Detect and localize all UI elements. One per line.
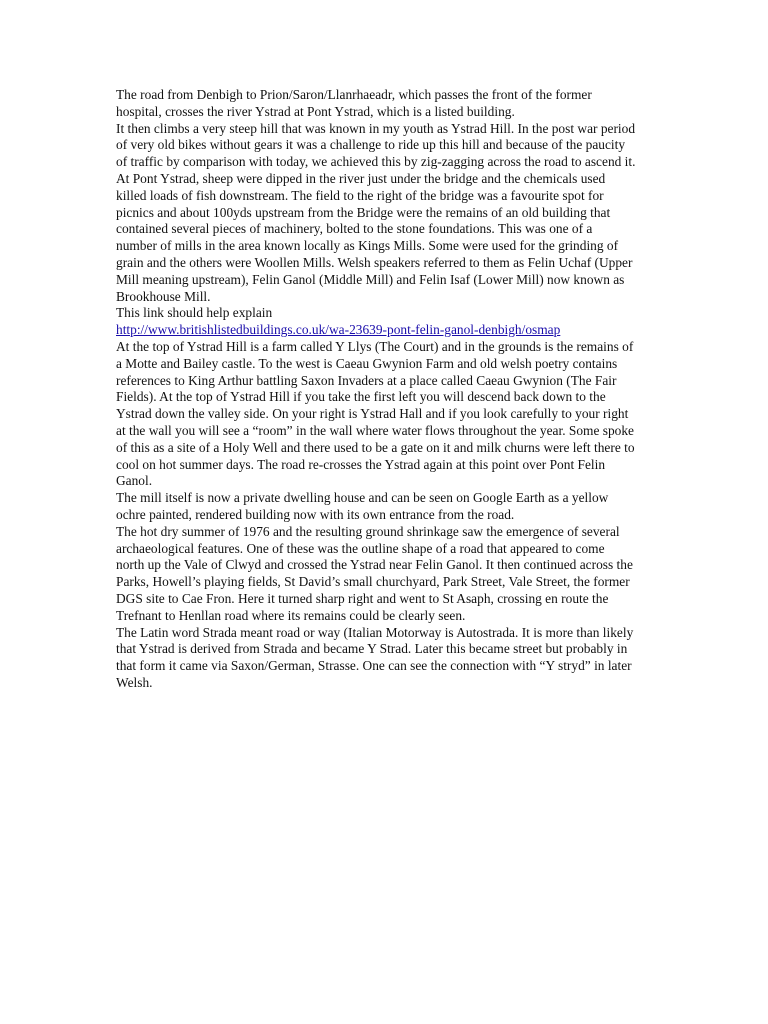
paragraph-mill-dwelling: The mill itself is now a private dwelling house and can be seen on Google Earth as a yellow ochre painted, rendered building now with its own entrance from the road.: [116, 490, 609, 522]
paragraph-road-intro: The road from Denbigh to Prion/Saron/Llanrhaeadr, which passes the front of the former hospital, crosses the river Ystrad at Pont Ystrad, which is a listed building.: [116, 87, 592, 119]
paragraph-summer-1976: The hot dry summer of 1976 and the resulting ground shrinkage saw the emergence of several archaeological features. One of these was the outline shape of a road that appeared to come north up the Vale of Clwyd and crossed the Ystrad near Felin Ganol. It then continued across the Parks, Howell’s playing fields, St David’s small churchyard, Park Street, Vale Street, the former DGS site to Cae Fron. Here it turned sharp right and went to St Asaph, crossing en route the Trefnant to Henllan road where its remains could be clearly seen.: [116, 523, 633, 623]
paragraph-strada: The Latin word Strada meant road or way (Italian Motorway is Autostrada. It is more than likely that Ystrad is derived from Strada and became Y Strad. Later this became street but probably in that form it came via Saxon/German, Strasse. One can see the connection with “Y stryd” in later Welsh.: [116, 624, 634, 690]
paragraph-y-llys: At the top of Ystrad Hill is a farm called Y Llys (The Court) and in the grounds is the remains of a Motte and Bailey castle. To the west is Caeau Gwynion Farm and old welsh poetry contains references to King Arthur battling Saxon Invaders at a place called Caeau Gwynion (The Fair Fields). At the top of Ystrad Hill if you take the first left you will descend back down to the Ystrad down the valley side. On your right is Ystrad Hall and if you look carefully to your right at the wall you will see a “room” in the wall where water flows throughout the year. Some spoke of this as a site of a Holy Well and there used to be a gate on it and milk churns were left there to cool on hot summer days. The road re-crosses the Ystrad again at this point over Pont Felin Ganol.: [116, 338, 635, 489]
link-paragraph: [116, 322, 636, 339]
document-page: [116, 87, 636, 692]
paragraph-ystrad-hill: It then climbs a very steep hill that was known in my youth as Ystrad Hill. In the post war period of very old bikes without gears it was a challenge to ride up this hill and because of the paucity of traffic by comparison with today, we achieved this by zig-zagging across the road to ascend it. At Pont Ystrad, sheep were dipped in the river just under the bridge and the chemicals used killed loads of fish downstream. The field to the right of the bridge was a favourite spot for picnics and about 100yds upstream from the Bridge were the remains of an old building that contained several pieces of machinery, bolted to the stone foundations. This was one of a number of mills in the area known locally as Kings Mills. Some were used for the grinding of grain and the others were Woollen Mills. Welsh speakers referred to them as Felin Uchaf (Upper Mill meaning upstream), Felin Ganol (Middle Mill) and Felin Isaf (Lower Mill) now known as Brookhouse Mill.: [116, 120, 636, 304]
paragraph-link-intro: This link should help explain: [116, 305, 273, 321]
british-listed-buildings-link[interactable]: http://www.britishlistedbuildings.co.uk/wa-23639-pont-felin-ganol-denbigh/osmap: [116, 322, 561, 338]
